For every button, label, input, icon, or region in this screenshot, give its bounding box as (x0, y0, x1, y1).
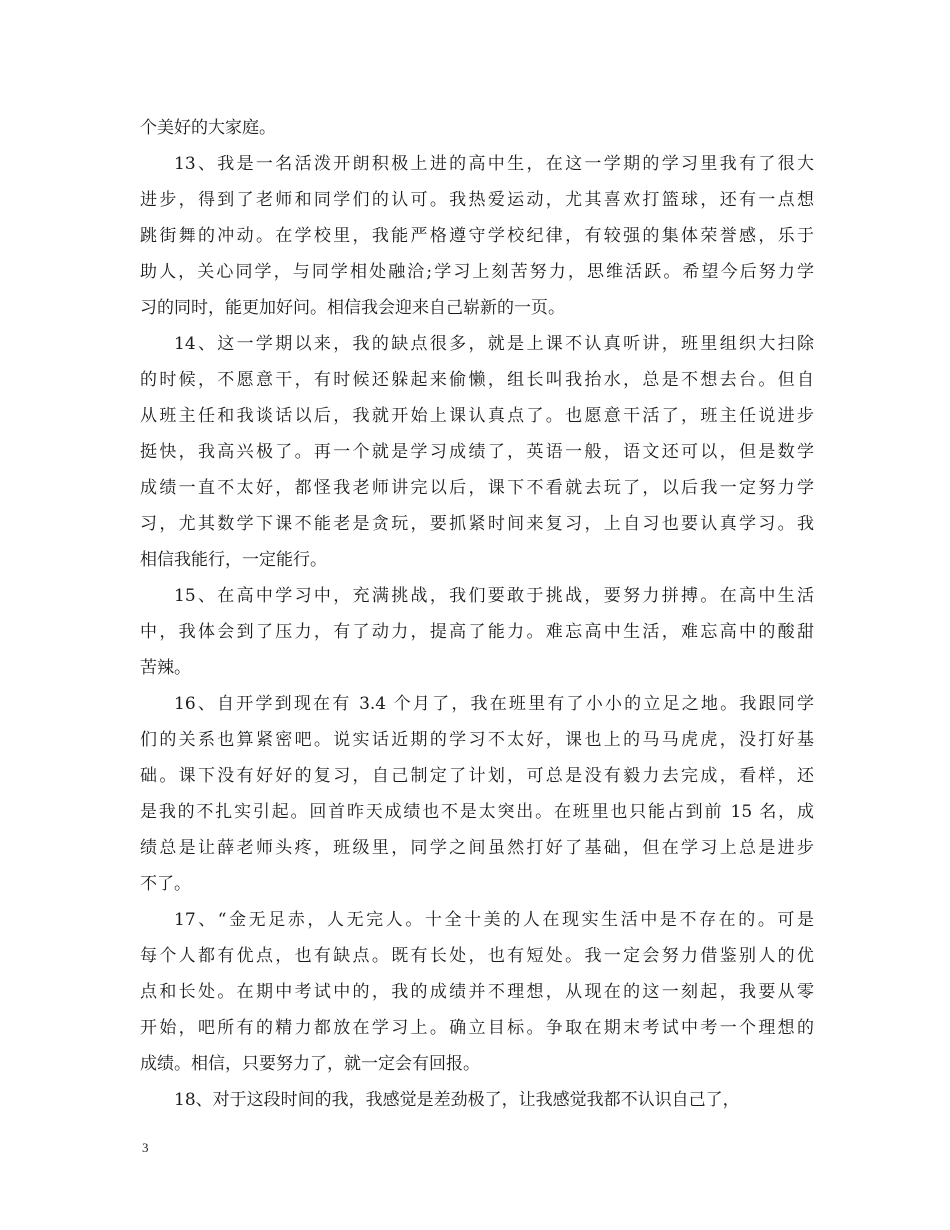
text-line: 进步，得到了老师和同学们的认可。我热爱运动，尤其喜欢打篮球，还有一点想 (140, 190, 814, 210)
text-line: 绩总是让薛老师头疼，班级里，同学之间虽然打好了基础，但在学习上总是进步 (140, 838, 814, 858)
page-number: 3 (142, 1140, 149, 1155)
document-body (140, 110, 814, 1118)
text-line: 15、在高中学习中，充满挑战，我们要敢于挑战，要努力拼搏。在高中生活 (174, 586, 814, 606)
text-line: 个美好的大家庭。 (140, 118, 276, 138)
text-line: 18、对于这段时间的我，我感觉是差劲极了，让我感觉我都不认识自己了， (174, 1090, 740, 1110)
text-line: 们的关系也算紧密吧。说实话近期的学习不太好，课也上的马马虎虎，没打好基 (140, 730, 814, 750)
text-line: 中，我体会到了压力，有了动力，提高了能力。难忘高中生活，难忘高中的酸甜 (140, 622, 814, 642)
text-line: 点和长处。在期中考试中的，我的成绩并不理想，从现在的这一刻起，我要从零 (140, 982, 814, 1002)
text-line: 是我的不扎实引起。回首昨天成绩也不是太突出。在班里也只能占到前 15 名，成 (140, 802, 814, 822)
text-line: 每个人都有优点，也有缺点。既有长处，也有短处。我一定会努力借鉴别人的优 (140, 946, 814, 966)
text-line: 17、“金无足赤，人无完人。十全十美的人在现实生活中是不存在的。可是 (174, 910, 814, 930)
paragraph-p-continued (140, 110, 814, 146)
text-line: 13、我是一名活泼开朗积极上进的高中生，在这一学期的学习里我有了很大 (174, 154, 814, 174)
text-line: 苦辣。 (140, 658, 191, 678)
paragraph-p17 (140, 902, 814, 1082)
paragraph-p14 (140, 326, 814, 578)
text-line: 14、这一学期以来，我的缺点很多，就是上课不认真听讲，班里组织大扫除 (174, 334, 814, 354)
paragraph-p15 (140, 578, 814, 686)
paragraph-p13 (140, 146, 814, 326)
paragraph-p16 (140, 686, 814, 902)
text-line: 成绩一直不太好，都怪我老师讲完以后，课下不看就去玩了，以后我一定努力学 (140, 478, 814, 498)
text-line: 挺快，我高兴极了。再一个就是学习成绩了，英语一般，语文还可以，但是数学 (140, 442, 814, 462)
text-line: 从班主任和我谈话以后，我就开始上课认真点了。也愿意干活了，班主任说进步 (140, 406, 814, 426)
paragraph-p18 (140, 1082, 814, 1118)
text-line: 开始，吧所有的精力都放在学习上。确立目标。争取在期末考试中考一个理想的 (140, 1018, 814, 1038)
text-line: 跳街舞的冲动。在学校里，我能严格遵守学校纪律，有较强的集体荣誉感，乐于 (140, 226, 814, 246)
text-line: 助人，关心同学，与同学相处融洽;学习上刻苦努力，思维活跃。希望今后努力学 (140, 262, 814, 282)
text-line: 16、自开学到现在有 3.4 个月了，我在班里有了小小的立足之地。我跟同学 (174, 694, 814, 714)
text-line: 成绩。相信，只要努力了，就一定会有回报。 (140, 1054, 480, 1074)
text-line: 相信我能行，一定能行。 (140, 550, 327, 570)
text-line: 的时候，不愿意干，有时候还躲起来偷懒，组长叫我抬水，总是不想去台。但自 (140, 370, 814, 390)
text-line: 习的同时，能更加好问。相信我会迎来自己崭新的一页。 (140, 298, 565, 318)
text-line: 不了。 (140, 874, 191, 894)
text-line: 础。课下没有好好的复习，自己制定了计划，可总是没有毅力去完成，看样，还 (140, 766, 814, 786)
text-line: 习，尤其数学下课不能老是贪玩，要抓紧时间来复习，上自习也要认真学习。我 (140, 514, 814, 534)
